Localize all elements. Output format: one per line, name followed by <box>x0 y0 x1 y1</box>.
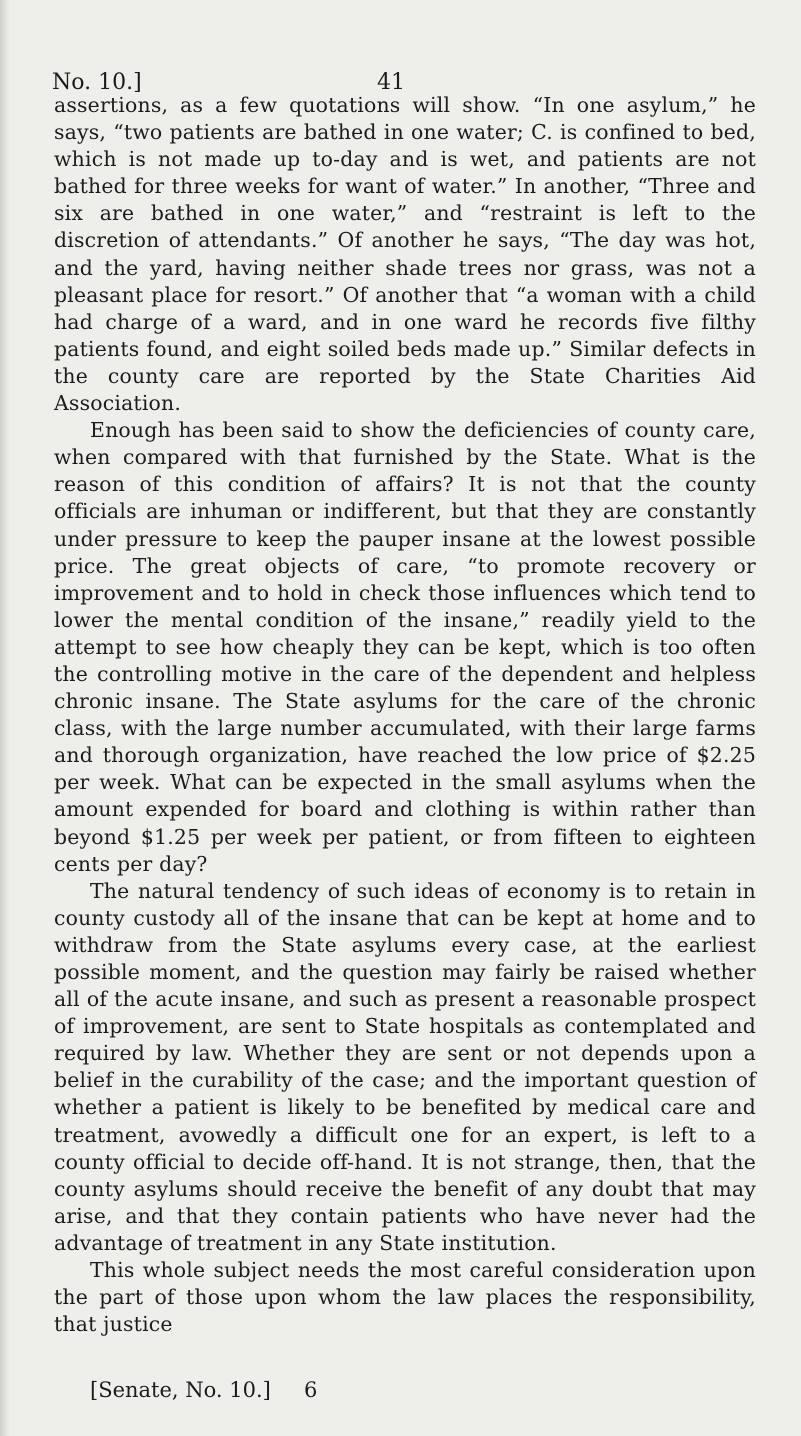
page-gutter-shadow <box>0 0 10 1436</box>
paragraph: This whole subject needs the most careful consideration upon the part of those upon whom the law places the responsibility, that justice <box>54 1258 756 1337</box>
paragraph: Enough has been said to show the deficiencies of county care, when compared with that furnished by the State. What is the reason of this condition of affairs? It is not that the county officials are inhuman or indifferent, but that they are constantly under pressure to keep the pauper insane at the lowest possible price. The great objects of care, “to promote recovery or improvement and to hold in check those influences which tend to lower the mental condition of the insane,” readily yield to the attempt to see how cheaply they can be kept, which is too often the controlling motive in the care of the dependent and helpless chronic insane. The State asylums for the care of the chronic class, with the large number accumulated, with their large farms and thorough organization, have reached the low price of $2.25 per week. What can be expected in the small asylums when the amount expended for board and clothing is within rather than beyond $1.25 per week per patient, or from fifteen to eighteen cents per day? <box>54 418 756 876</box>
footer-signature: [Senate, No. 10.] <box>90 1378 271 1402</box>
page-body <box>54 92 756 1338</box>
footer-sheet-number: 6 <box>304 1378 318 1402</box>
header-section: No. 10.] <box>52 70 142 95</box>
paragraph: The natural tendency of such ideas of economy is to retain in county custody all of the insane that can be kept at home and to withdraw from the State asylums every case, at the earliest possible moment, and the question may fairly be raised whether all of the acute insane, and such as present a reasonable prospect of improvement, are sent to State hospitals as contemplated and required by law. Whether they are sent or not depends upon a belief in the curability of the case; and the important question of whether a patient is likely to be benefited by medical care and treatment, avowedly a difficult one for an expert, is left to a county official to decide off-hand. It is not strange, then, that the county asylums should receive the benefit of any doubt that may arise, and that they contain patients who have never had the advantage of treatment in any State institution. <box>54 878 756 1255</box>
header-page-number: 41 <box>377 70 405 95</box>
paragraph: assertions, as a few quotations will show. “In one asylum,” he says, “two patients are bathed in one water; C. is confined to bed, which is not made up to-day and is wet, and patients are not bathed for three weeks for want of water.” In another, “Three and six are bathed in one water,” and “restraint is left to the discretion of attendants.” Of another he says, “The day was hot, and the yard, having neither shade trees nor grass, was not a pleasant place for resort.” Of another that “a woman with a child had charge of a ward, and in one ward he records five filthy patients found, and eight soiled beds made up.” Similar defects in the county care are reported by the State Charities Aid Association. <box>54 93 756 416</box>
